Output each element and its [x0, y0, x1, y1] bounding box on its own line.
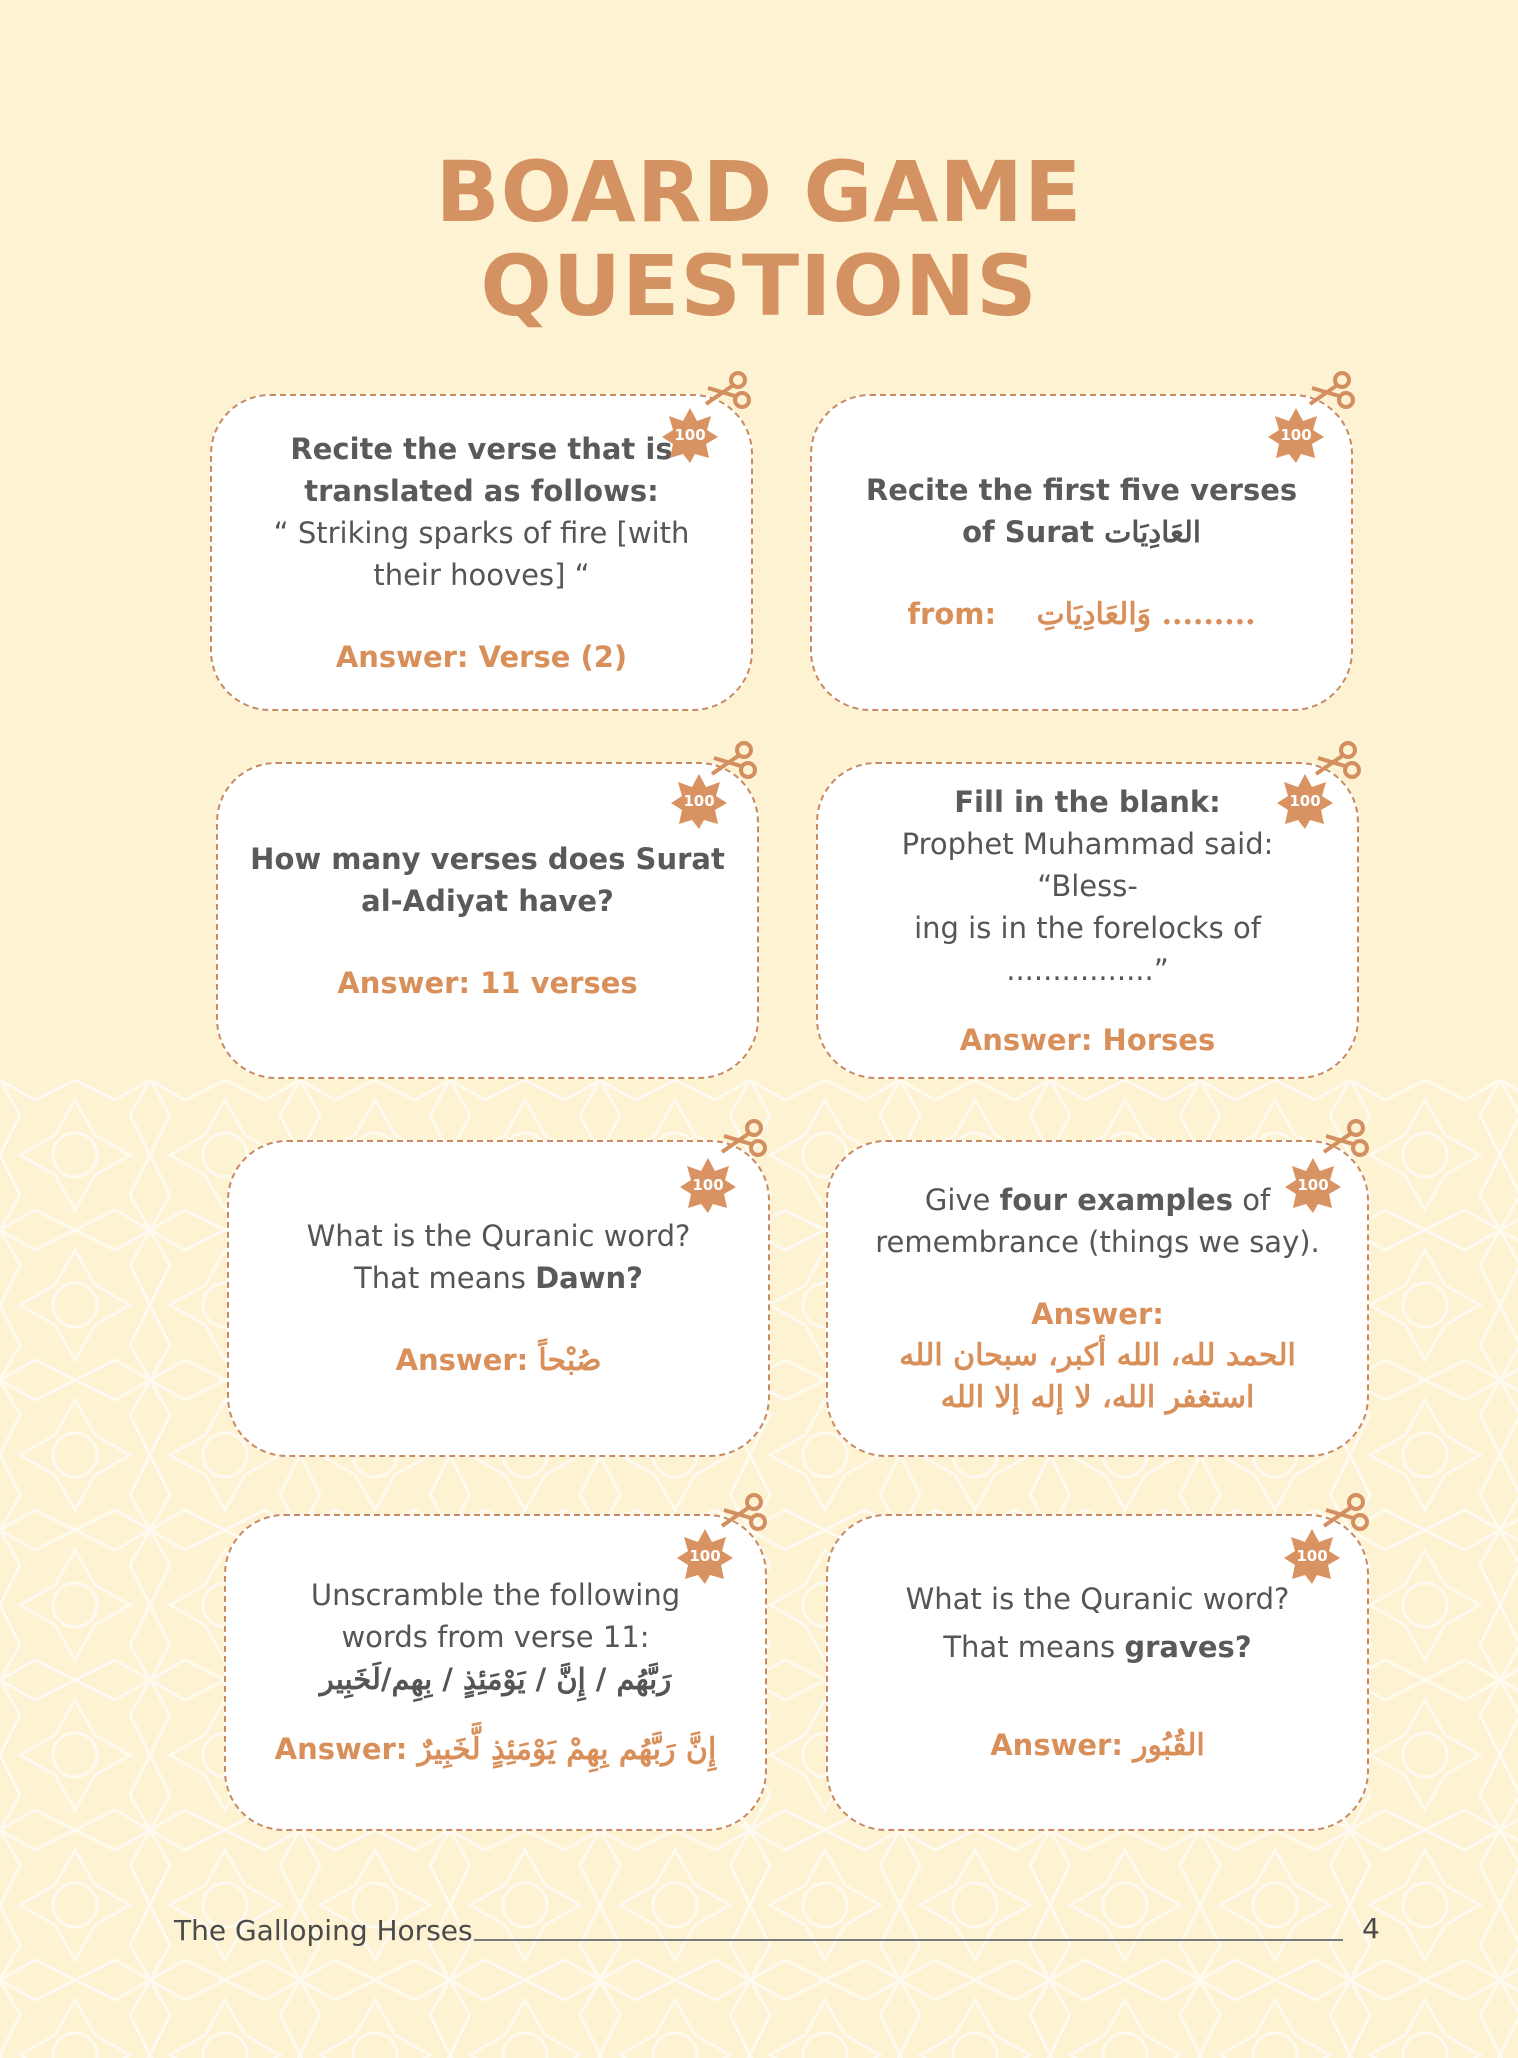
badge-label: 100 [1280, 426, 1312, 444]
answer-arabic-line-1: الحمد لله، الله أكبر، سبحان الله [899, 1337, 1296, 1373]
badge-label: 100 [674, 426, 706, 444]
answer-line [275, 1728, 717, 1771]
badge-label: 100 [1289, 792, 1321, 810]
question-line: What is the Quranic word? [306, 1219, 691, 1253]
footer-divider [474, 1939, 1343, 1941]
answer-line [907, 593, 1255, 636]
badge-label: 100 [1297, 1176, 1329, 1194]
keyword: Dawn? [535, 1261, 643, 1295]
answer-line [990, 1724, 1205, 1767]
page-title [0, 145, 1518, 333]
question-line: Unscramble the following [310, 1578, 681, 1612]
question-line: Recite the first five verses [865, 473, 1298, 507]
scissors-icon [1320, 1118, 1370, 1168]
question-line: What is the Quranic word? [905, 1582, 1290, 1616]
question-line: Prophet Muhammad said: “Bless- [901, 826, 1274, 903]
from-label: from: [907, 597, 997, 631]
question-text: of [1232, 1182, 1271, 1217]
question-line [943, 1626, 1251, 1668]
surah-name-arabic: العَادِيَات [1104, 515, 1201, 549]
scissors-icon [1320, 1492, 1370, 1542]
question-text: That means [354, 1261, 536, 1295]
question-line: Recite the verse that is [290, 431, 673, 466]
answer-arabic: القُبُور [1133, 1728, 1205, 1763]
answer-text: Answer: Horses [959, 1022, 1216, 1057]
scissors-icon [1312, 740, 1362, 790]
page-number: 4 [1362, 1912, 1380, 1945]
question-text: of Surat [962, 515, 1094, 549]
footer-book-title: The Galloping Horses [174, 1914, 473, 1947]
scrambled-arabic: رَبَّهُم / إِنَّ / يَوْمَئِذٍ / بِهِم/لَخَبِير [319, 1662, 672, 1696]
answer-label: Answer: [274, 1732, 408, 1766]
scissors-icon [718, 1492, 768, 1542]
answer-text: Answer: 11 verses [337, 965, 638, 1000]
question-line [354, 1257, 643, 1299]
answer-label: Answer: [395, 1343, 529, 1377]
scissors-icon [708, 740, 758, 790]
question-line: their hooves] “ [373, 557, 590, 592]
question-line: “ Striking sparks of fire [with [273, 515, 690, 550]
answer-arabic: إِنَّ رَبَّهُم بِهِمْ يَوْمَئِذٍ لَّخَبِيرٌ [417, 1732, 717, 1767]
answer-label: Answer: [1031, 1296, 1164, 1331]
question-line [962, 511, 1201, 553]
question-line: translated as follows: [304, 473, 659, 508]
title-line-2: QUESTIONS [480, 237, 1038, 335]
question-line: remembrance (things we say). [875, 1224, 1320, 1259]
question-line: al-Adiyat have? [361, 883, 614, 918]
scissors-icon [718, 1118, 768, 1168]
keyword: four examples [999, 1182, 1233, 1217]
question-line [925, 1179, 1270, 1221]
badge-label: 100 [1296, 1547, 1328, 1565]
question-text: Give [924, 1182, 1000, 1217]
question-line: words from verse 11: [341, 1620, 650, 1654]
answer-label: Answer: [990, 1728, 1123, 1762]
scissors-icon [702, 370, 752, 420]
scissors-icon [1306, 370, 1356, 420]
keyword: graves? [1124, 1630, 1252, 1664]
question-text: That means [943, 1630, 1125, 1664]
answer-arabic: صُبْحاً [538, 1343, 602, 1378]
from-arabic: وَالعَادِيَاتِ ......... [1036, 597, 1256, 632]
question-line: How many verses does Surat [250, 841, 725, 876]
badge-label: 100 [689, 1547, 721, 1565]
badge-label: 100 [692, 1176, 724, 1194]
question-line: ing is in the forelocks of [914, 910, 1261, 945]
question-line: Fill in the blank: [954, 784, 1221, 819]
answer-text: Answer: Verse (2) [335, 639, 628, 674]
question-line: ................” [1006, 952, 1169, 987]
answer-line [396, 1339, 602, 1382]
badge-label: 100 [683, 792, 715, 810]
answer-arabic-line-2: استغفر الله، لا إله إلا الله [940, 1379, 1255, 1415]
title-line-1: BOARD GAME [435, 143, 1083, 241]
